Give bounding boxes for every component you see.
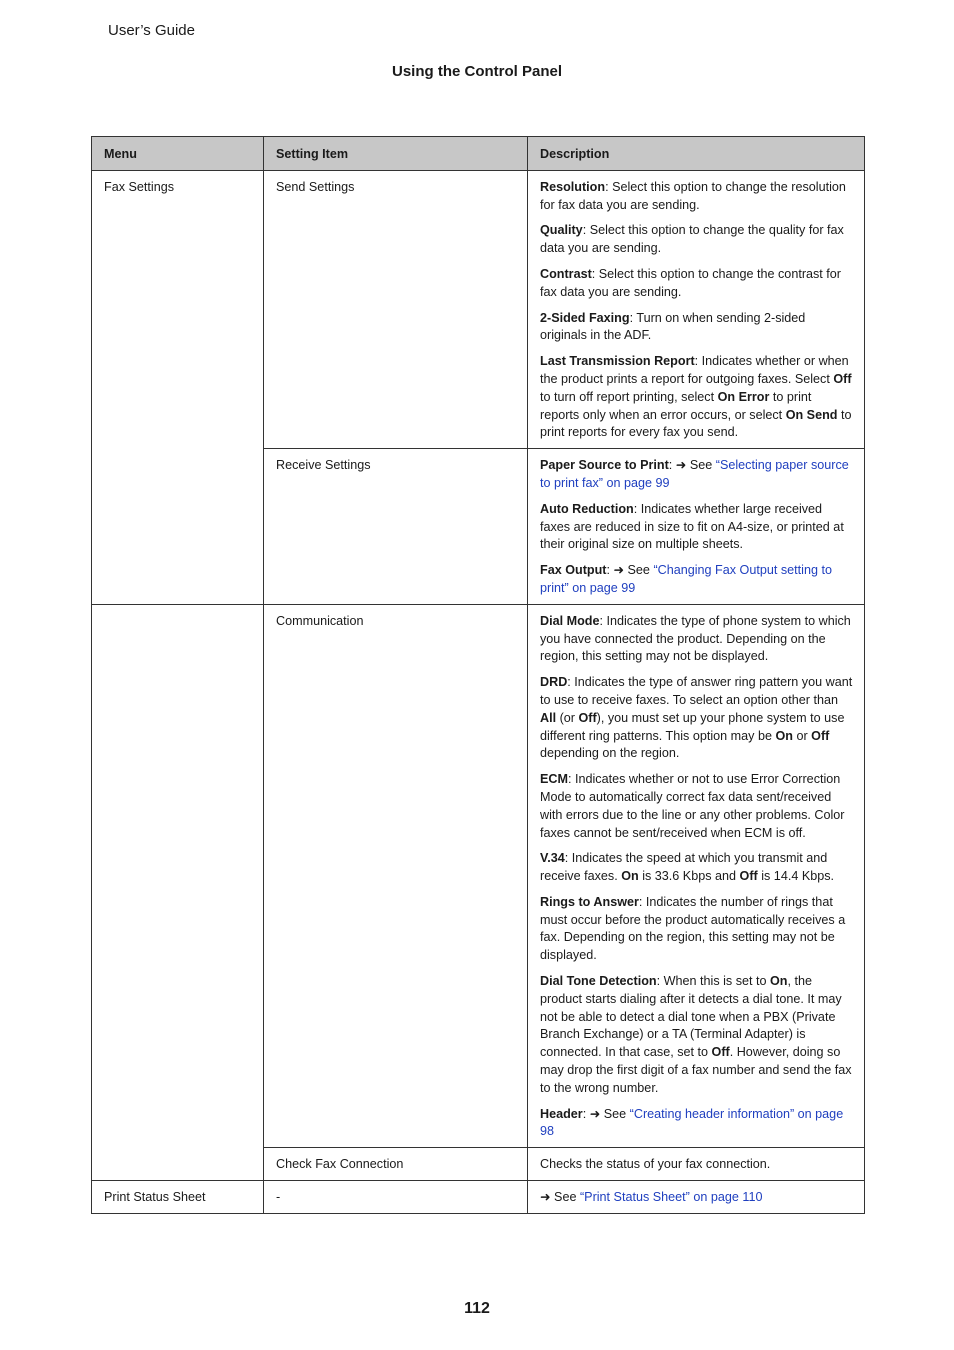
setting-name: On	[621, 869, 639, 884]
description-cell	[528, 1148, 865, 1181]
setting-cell: Communication	[264, 604, 528, 1148]
table-row	[92, 170, 865, 448]
description-text: : When this is set to	[656, 974, 771, 989]
description-paragraph	[540, 613, 854, 666]
arrow-right-icon: ➜	[675, 458, 687, 473]
description-text: : Indicates whether or when the product prints a report for outgoing faxes. Select	[540, 354, 849, 386]
setting-name: On	[775, 728, 793, 743]
description-text: :	[582, 1106, 590, 1121]
description-text: : Select this option to change the resolution for fax data you are sending.	[540, 179, 846, 212]
description-text: : Select this option to change the quality for fax data you are sending.	[540, 223, 844, 256]
description-text: : Indicates the type of answer ring pattern you want to use to receive faxes. To select an option other than	[540, 675, 853, 707]
description-text: :	[668, 458, 676, 473]
description-text: : Indicates the type of phone system to which you have connected the product. Depending on the region, this setting may not be displayed.	[540, 613, 851, 664]
description-text: Checks the status of your fax connection.	[540, 1157, 771, 1172]
setting-name: ECM	[540, 772, 568, 787]
table-row	[92, 449, 865, 605]
settings-table	[91, 136, 865, 1214]
setting-cell: Receive Settings	[264, 449, 528, 605]
cross-reference-link[interactable]: “Creating header information” on page 98	[540, 1106, 844, 1139]
description-text: : Indicates the number of rings that must occur before the product automatically receives a fax. Depending on the region, this setting may not be displayed.	[540, 894, 846, 963]
description-paragraph	[540, 1106, 854, 1142]
description-paragraph	[540, 501, 854, 554]
setting-name: Off	[739, 869, 758, 884]
setting-name: On Send	[785, 407, 838, 422]
setting-name: Paper Source to Print	[540, 458, 669, 473]
description-text: : Indicates whether large received faxes are reduced in size to fit on A4-size, or printed at their original size on multiple sheets.	[540, 501, 844, 552]
description-paragraph	[540, 222, 854, 258]
setting-name: Contrast	[540, 266, 592, 281]
description-text: :	[606, 563, 614, 578]
setting-cell: -	[264, 1181, 528, 1214]
setting-name: Dial Tone Detection	[540, 974, 657, 989]
description-text: depending on the region.	[540, 746, 680, 761]
description-paragraph	[540, 894, 854, 965]
setting-name: Off	[578, 710, 597, 725]
description-paragraph	[540, 973, 854, 1098]
arrow-right-icon: ➜	[540, 1190, 551, 1205]
description-text: (or	[556, 710, 579, 725]
description-cell	[528, 170, 865, 448]
column-header-setting-item: Setting Item	[264, 137, 528, 171]
description-text: . However, doing so may drop the first digit of a fax number and send the fax to the wrong number.	[540, 1045, 852, 1095]
description-paragraph	[540, 771, 854, 842]
guide-title: User’s Guide	[108, 22, 195, 39]
description-paragraph	[540, 562, 854, 598]
description-text: : Select this option to change the contrast for fax data you are sending.	[540, 266, 842, 299]
cross-reference-link[interactable]: “Selecting paper source to print fax” on page 99	[540, 458, 849, 490]
description-text: is 33.6 Kbps and	[638, 869, 740, 884]
setting-name: All	[540, 710, 557, 725]
description-cell	[528, 1181, 865, 1214]
setting-cell: Send Settings	[264, 170, 528, 448]
description-text: ), you must set up your phone system to use different ring patterns. This option may be	[540, 710, 845, 743]
setting-name: Off	[833, 371, 852, 386]
setting-name: Quality	[540, 223, 583, 238]
table-row	[92, 1148, 865, 1181]
arrow-right-icon: ➜	[613, 563, 625, 578]
description-text: See	[686, 458, 716, 473]
description-text: to print reports for every fax you send.	[540, 407, 852, 440]
setting-cell: Check Fax Connection	[264, 1148, 528, 1181]
description-text: is 14.4 Kbps.	[757, 869, 835, 884]
setting-name: On	[770, 974, 788, 989]
menu-cell	[92, 604, 264, 1148]
description-text: to print reports only when an error occurs, or select	[540, 389, 812, 422]
description-text: See	[624, 563, 654, 578]
description-paragraph	[540, 353, 854, 442]
description-text: to turn off report printing, select	[540, 389, 718, 404]
setting-name: Resolution	[540, 179, 606, 194]
description-paragraph	[540, 457, 854, 493]
description-paragraph	[540, 1189, 854, 1207]
description-cell	[528, 449, 865, 605]
description-text: See	[550, 1190, 580, 1205]
column-header-menu: Menu	[92, 137, 264, 171]
description-text: , the product starts dialing after it detects a dial tone. It may not be able to detect a dial tone when a PBX (Private Branch Exchange) or a TA (Terminal Adapter) is connected. In that case, set to	[540, 974, 842, 1060]
description-text: : Indicates whether or not to use Error Correction Mode to automatically correct fax data sent/received with errors due to the line or any other problems. Color faxes cannot be sent/received when ECM is off.	[540, 772, 845, 840]
setting-name: V.34	[540, 851, 565, 866]
description-cell	[528, 604, 865, 1148]
arrow-right-icon: ➜	[589, 1106, 601, 1121]
description-text: or	[792, 728, 812, 743]
cross-reference-link[interactable]: “Changing Fax Output setting to print” on page 99	[540, 563, 832, 595]
setting-name: Auto Reduction	[540, 501, 634, 516]
table-row	[92, 1181, 865, 1214]
menu-cell: Print Status Sheet	[92, 1181, 264, 1214]
description-paragraph	[540, 310, 854, 346]
column-header-description: Description	[528, 137, 865, 171]
menu-cell	[92, 1148, 264, 1181]
cross-reference-link[interactable]: “Print Status Sheet” on page 110	[579, 1190, 763, 1205]
description-paragraph	[540, 1156, 854, 1174]
setting-name: 2-Sided Faxing	[540, 310, 630, 325]
description-paragraph	[540, 674, 854, 763]
menu-cell	[92, 449, 264, 605]
description-paragraph	[540, 179, 854, 215]
description-text: : Turn on when sending 2-sided originals in the ADF.	[540, 310, 806, 343]
setting-name: Fax Output	[540, 563, 607, 578]
setting-name: Last Transmission Report	[540, 354, 695, 369]
table-header-row	[92, 137, 865, 171]
description-text: : Indicates the speed at which you transmit and receive faxes.	[540, 851, 828, 884]
table-row	[92, 604, 865, 1148]
setting-name: Dial Mode	[540, 613, 600, 628]
description-paragraph	[540, 266, 854, 302]
setting-name: Rings to Answer	[540, 894, 639, 909]
setting-name: Off	[711, 1045, 730, 1060]
description-paragraph	[540, 850, 854, 886]
section-title: Using the Control Panel	[391, 63, 562, 80]
setting-name: DRD	[540, 675, 568, 690]
setting-name: Off	[811, 728, 830, 743]
description-text: See	[600, 1106, 630, 1121]
setting-name: On Error	[717, 389, 770, 404]
setting-name: Header	[540, 1106, 583, 1121]
menu-cell: Fax Settings	[92, 170, 264, 448]
page-number: 112	[464, 1300, 490, 1317]
